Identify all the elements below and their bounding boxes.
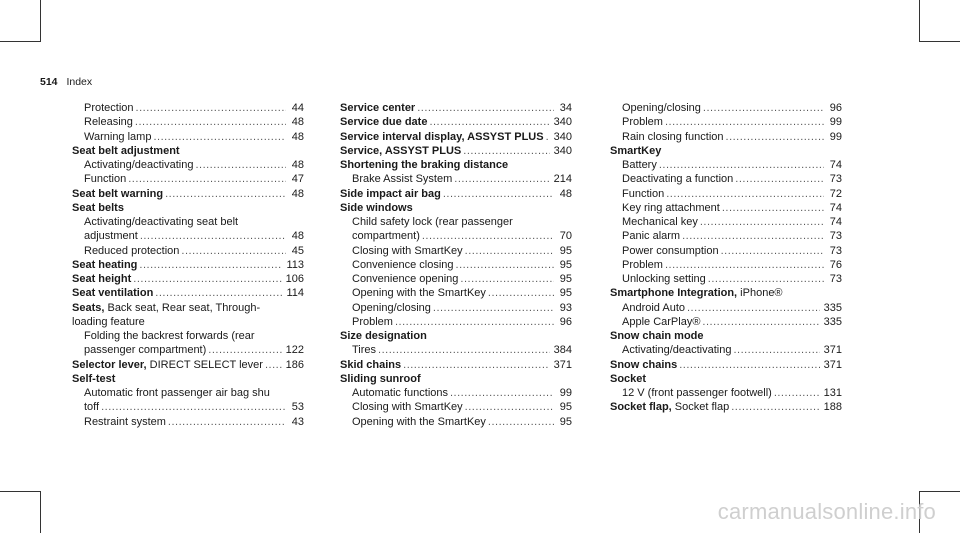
entry-label bbox=[72, 286, 153, 300]
heading-term: Side impact air bag bbox=[340, 187, 441, 200]
entry-label bbox=[610, 329, 704, 343]
page-reference: 73 bbox=[829, 273, 842, 285]
heading-term: Shortening the braking distance bbox=[340, 159, 509, 171]
page-reference: 34 bbox=[559, 102, 572, 114]
entry-label bbox=[340, 101, 415, 115]
dot-leader bbox=[465, 400, 554, 414]
index-entry-text: Activating/deactivating seat belt bbox=[84, 216, 239, 228]
index-heading bbox=[72, 358, 304, 372]
page-reference: 371 bbox=[553, 358, 572, 371]
heading-term: Snow chain mode bbox=[610, 330, 704, 342]
dot-leader bbox=[454, 172, 549, 186]
dot-leader bbox=[139, 258, 282, 272]
page-reference: 48 bbox=[559, 187, 572, 200]
index-heading bbox=[340, 201, 572, 215]
page-reference: 99 bbox=[559, 387, 572, 399]
index-heading bbox=[340, 130, 572, 144]
entry-label: Activating/deactivating bbox=[622, 344, 732, 357]
page-reference: 335 bbox=[823, 315, 842, 328]
index-entry bbox=[610, 101, 842, 115]
index-heading bbox=[72, 201, 304, 215]
entry-label: Activating/deactivating bbox=[84, 159, 194, 171]
page-reference: 214 bbox=[553, 173, 572, 186]
page-reference: 96 bbox=[829, 102, 842, 114]
entry-label: toff bbox=[84, 401, 100, 414]
entry-label: 12 V (front passenger footwell) bbox=[622, 387, 772, 399]
page-reference: 45 bbox=[291, 244, 304, 257]
dot-leader bbox=[195, 158, 286, 172]
index-heading bbox=[340, 187, 572, 201]
entry-label: Panic alarm bbox=[622, 230, 681, 243]
page-reference: 74 bbox=[829, 159, 842, 171]
page-reference: 335 bbox=[823, 301, 842, 314]
index-entry bbox=[340, 301, 572, 315]
index-entry bbox=[610, 386, 842, 400]
entry-label bbox=[340, 115, 427, 129]
dot-leader bbox=[378, 343, 550, 357]
entry-label: Problem bbox=[622, 258, 663, 271]
entry-label: Closing with SmartKey bbox=[352, 244, 463, 257]
crop-mark bbox=[920, 491, 960, 492]
index-heading bbox=[610, 144, 842, 158]
page-reference: 44 bbox=[291, 102, 304, 114]
dot-leader bbox=[136, 101, 286, 115]
page-reference: 73 bbox=[829, 244, 842, 257]
entry-label bbox=[72, 201, 124, 215]
entry-label: Reduced protection bbox=[84, 244, 180, 257]
page-reference: 340 bbox=[553, 130, 572, 143]
index-entry bbox=[610, 343, 842, 357]
dot-leader bbox=[546, 130, 550, 144]
index-entry bbox=[340, 343, 572, 357]
page-reference: 188 bbox=[823, 401, 842, 414]
page-reference: 48 bbox=[291, 130, 304, 143]
entry-label bbox=[340, 158, 508, 172]
entry-label bbox=[340, 201, 413, 215]
watermark: carmanualsonline.info bbox=[717, 499, 936, 524]
index-entry bbox=[610, 115, 842, 129]
entry-label: Key ring attachment bbox=[622, 201, 720, 214]
index-entry bbox=[340, 415, 572, 429]
page-reference: 95 bbox=[559, 244, 572, 257]
heading-term: Seat belt warning bbox=[72, 187, 164, 200]
page-number: 514 bbox=[40, 76, 58, 88]
dot-leader bbox=[700, 215, 824, 229]
heading-term: Socket bbox=[610, 372, 647, 385]
dot-leader bbox=[774, 386, 820, 400]
index-heading bbox=[72, 144, 304, 158]
index-column-1 bbox=[72, 101, 304, 429]
index-entry-text: loading feature bbox=[72, 315, 145, 328]
index-entry bbox=[340, 400, 572, 414]
entry-label: Convenience opening bbox=[352, 273, 459, 285]
page-reference: 70 bbox=[559, 230, 572, 243]
page-reference: 48 bbox=[291, 159, 304, 171]
heading-term: SmartKey bbox=[610, 144, 662, 157]
index-heading bbox=[340, 101, 572, 115]
entry-label: Function bbox=[84, 173, 127, 186]
index-entry bbox=[72, 244, 304, 258]
entry-label bbox=[72, 258, 137, 272]
index-entry bbox=[610, 158, 842, 172]
index-column-2 bbox=[340, 101, 572, 429]
entry-label bbox=[340, 329, 427, 343]
dot-leader bbox=[403, 358, 550, 372]
heading-term: Socket flap, bbox=[610, 401, 672, 414]
page-reference: 340 bbox=[553, 144, 572, 157]
dot-leader bbox=[722, 201, 824, 215]
index-heading bbox=[340, 358, 572, 372]
entry-label: Opening with the SmartKey bbox=[352, 287, 486, 300]
index-entry bbox=[340, 286, 572, 300]
entry-label: Deactivating a function bbox=[622, 173, 734, 186]
entry-label bbox=[610, 400, 729, 414]
heading-subterm: Back seat, Rear seat, Through- bbox=[104, 301, 261, 314]
dot-leader bbox=[165, 187, 286, 201]
index-heading bbox=[610, 400, 842, 414]
page-reference: 73 bbox=[829, 230, 842, 243]
index-entry-text: Automatic front passenger air bag shu bbox=[84, 387, 270, 399]
page-reference: 122 bbox=[285, 344, 304, 357]
index-entry bbox=[340, 172, 572, 186]
index-heading bbox=[340, 372, 572, 386]
entry-label: Protection bbox=[84, 102, 134, 114]
dot-leader bbox=[465, 244, 554, 258]
index-heading bbox=[610, 286, 842, 300]
index-entry bbox=[340, 272, 572, 286]
page-reference: 74 bbox=[829, 216, 842, 228]
heading-term: Service, ASSYST PLUS bbox=[340, 144, 462, 157]
index-entry-text: Folding the backrest forwards (rear bbox=[84, 330, 255, 342]
index-entry bbox=[610, 187, 842, 201]
page-reference: 131 bbox=[823, 387, 842, 399]
dot-leader bbox=[682, 229, 824, 243]
dot-leader bbox=[687, 301, 820, 315]
entry-label bbox=[610, 358, 677, 372]
page-reference: 99 bbox=[829, 116, 842, 129]
dot-leader bbox=[135, 115, 286, 129]
page-reference: 96 bbox=[559, 315, 572, 328]
dot-leader bbox=[488, 415, 554, 429]
index-entry bbox=[72, 158, 304, 172]
page-reference: 95 bbox=[559, 415, 572, 428]
page-reference: 95 bbox=[559, 401, 572, 414]
page-reference: 43 bbox=[291, 415, 304, 428]
heading-term: Sliding sunroof bbox=[340, 372, 421, 385]
index-entry bbox=[72, 415, 304, 429]
entry-label: Warning lamp bbox=[84, 130, 152, 143]
entry-label: Releasing bbox=[84, 116, 133, 129]
entry-label: Power consumption bbox=[622, 244, 719, 257]
entry-label bbox=[72, 372, 115, 386]
index-heading bbox=[340, 144, 572, 158]
entry-label: compartment) bbox=[352, 230, 420, 243]
dot-leader bbox=[181, 244, 286, 258]
dot-leader bbox=[665, 258, 824, 272]
crop-mark bbox=[40, 0, 41, 42]
crop-mark bbox=[0, 41, 40, 42]
entry-label: passenger compartment) bbox=[84, 344, 207, 357]
entry-label: Rain closing function bbox=[622, 130, 724, 143]
entry-label bbox=[72, 301, 260, 315]
index-entry bbox=[72, 343, 304, 357]
entry-label bbox=[610, 372, 646, 386]
heading-term: Side windows bbox=[340, 201, 413, 214]
index-entry bbox=[340, 386, 572, 400]
page-header bbox=[40, 76, 92, 88]
entry-label: Battery bbox=[622, 159, 657, 171]
index-heading bbox=[340, 115, 572, 129]
entry-label: Restraint system bbox=[84, 415, 166, 428]
dot-leader bbox=[659, 158, 824, 172]
entry-label bbox=[72, 187, 163, 201]
page-reference: 48 bbox=[291, 187, 304, 200]
page-reference: 48 bbox=[291, 116, 304, 129]
heading-term: Seat height bbox=[72, 273, 132, 285]
index-heading bbox=[610, 358, 842, 372]
page-reference: 74 bbox=[829, 201, 842, 214]
heading-term: Size designation bbox=[340, 330, 427, 342]
entry-label: Apple CarPlay® bbox=[622, 315, 701, 328]
heading-subterm: iPhone® bbox=[737, 287, 783, 300]
page-reference: 384 bbox=[553, 344, 572, 357]
entry-label bbox=[72, 272, 131, 286]
index-entry bbox=[72, 101, 304, 115]
dot-leader bbox=[666, 187, 824, 201]
index-heading bbox=[72, 372, 304, 386]
entry-label bbox=[610, 286, 783, 300]
dot-leader bbox=[168, 415, 286, 429]
dot-leader bbox=[422, 229, 554, 243]
dot-leader bbox=[708, 272, 824, 286]
entry-label: adjustment bbox=[84, 230, 138, 243]
index-entry bbox=[610, 130, 842, 144]
page-reference: 371 bbox=[823, 358, 842, 371]
page-reference: 340 bbox=[553, 116, 572, 129]
page-reference: 47 bbox=[291, 173, 304, 186]
dot-leader bbox=[429, 115, 549, 129]
index-heading bbox=[340, 158, 572, 172]
entry-label: Brake Assist System bbox=[352, 173, 453, 186]
index-entry bbox=[72, 130, 304, 144]
index-entry bbox=[72, 115, 304, 129]
heading-term: Service due date bbox=[340, 116, 428, 129]
heading-subterm: Socket flap bbox=[671, 401, 730, 414]
dot-leader bbox=[488, 286, 554, 300]
dot-leader bbox=[417, 101, 554, 115]
index-entry bbox=[610, 315, 842, 329]
entry-label bbox=[340, 144, 461, 158]
entry-label bbox=[72, 144, 180, 158]
dot-leader bbox=[128, 172, 286, 186]
entry-label bbox=[610, 144, 661, 158]
index-heading bbox=[72, 187, 304, 201]
entry-label bbox=[72, 358, 263, 372]
entry-label bbox=[340, 187, 441, 201]
index-heading bbox=[72, 258, 304, 272]
dot-leader bbox=[463, 144, 549, 158]
index-entry bbox=[610, 272, 842, 286]
index-entry bbox=[610, 229, 842, 243]
heading-term: Snow chains bbox=[610, 358, 678, 371]
page-reference: 93 bbox=[559, 301, 572, 314]
entry-label: Opening/closing bbox=[622, 102, 701, 114]
heading-term: Seat belt adjustment bbox=[72, 144, 180, 157]
dot-leader bbox=[208, 343, 281, 357]
heading-term: Smartphone Integration, bbox=[610, 287, 738, 300]
index-entry bbox=[72, 172, 304, 186]
page-reference: 114 bbox=[286, 287, 304, 300]
crop-mark bbox=[0, 491, 40, 492]
index-heading bbox=[72, 301, 304, 315]
dot-leader bbox=[153, 130, 286, 144]
page-reference: 95 bbox=[559, 273, 572, 285]
index-heading bbox=[340, 329, 572, 343]
entry-label bbox=[340, 130, 544, 144]
dot-leader bbox=[433, 301, 554, 315]
page-reference: 73 bbox=[829, 173, 842, 186]
index-entry bbox=[610, 201, 842, 215]
dot-leader bbox=[460, 272, 554, 286]
dot-leader bbox=[665, 115, 824, 129]
index-entry bbox=[610, 172, 842, 186]
heading-term: Selector lever, bbox=[72, 358, 147, 371]
heading-term: Seat ventilation bbox=[72, 287, 154, 300]
crop-mark bbox=[920, 41, 960, 42]
entry-label: Automatic functions bbox=[352, 387, 448, 399]
dot-leader bbox=[450, 386, 554, 400]
dot-leader bbox=[735, 172, 824, 186]
dot-leader bbox=[155, 286, 282, 300]
entry-label: Problem bbox=[622, 116, 663, 129]
page-reference: 371 bbox=[823, 344, 842, 357]
dot-leader bbox=[721, 244, 824, 258]
dot-leader bbox=[733, 343, 819, 357]
entry-label: Opening with the SmartKey bbox=[352, 415, 486, 428]
dot-leader bbox=[702, 315, 819, 329]
index-entry-text: Child safety lock (rear passenger bbox=[352, 216, 513, 228]
index-entry bbox=[610, 215, 842, 229]
heading-term: Seat belts bbox=[72, 201, 124, 214]
dot-leader bbox=[140, 229, 286, 243]
page-reference: 186 bbox=[285, 358, 304, 371]
dot-leader bbox=[101, 400, 286, 414]
entry-label: Opening/closing bbox=[352, 301, 431, 314]
index-entry bbox=[340, 315, 572, 329]
index-entry bbox=[610, 258, 842, 272]
index-heading bbox=[610, 329, 842, 343]
index-entry bbox=[610, 301, 842, 315]
heading-term: Service interval display, ASSYST PLUS bbox=[340, 130, 544, 143]
page-reference: 48 bbox=[291, 230, 304, 243]
crop-mark bbox=[40, 491, 41, 533]
entry-label: Function bbox=[622, 187, 665, 200]
heading-term: Skid chains bbox=[340, 358, 402, 371]
entry-label: Unlocking setting bbox=[622, 273, 706, 285]
dot-leader bbox=[265, 358, 282, 372]
heading-term: Seats, bbox=[72, 301, 105, 314]
crop-mark bbox=[919, 0, 920, 42]
entry-label: Closing with SmartKey bbox=[352, 401, 463, 414]
entry-label bbox=[340, 358, 401, 372]
index-entry bbox=[610, 244, 842, 258]
page-reference: 95 bbox=[559, 287, 572, 300]
index-heading bbox=[610, 372, 842, 386]
dot-leader bbox=[703, 101, 824, 115]
dot-leader bbox=[443, 187, 554, 201]
dot-leader bbox=[395, 315, 554, 329]
page-reference: 99 bbox=[829, 130, 842, 143]
page-reference: 53 bbox=[291, 401, 304, 414]
page-reference: 106 bbox=[285, 273, 304, 285]
heading-subterm: DIRECT SELECT lever bbox=[146, 358, 263, 371]
heading-term: Seat heating bbox=[72, 258, 138, 271]
page-reference: 72 bbox=[829, 187, 842, 200]
section-title: Index bbox=[66, 76, 93, 88]
index-entry bbox=[340, 229, 572, 243]
heading-term: Self-test bbox=[72, 372, 116, 385]
index-entry bbox=[72, 400, 304, 414]
dot-leader bbox=[456, 258, 554, 272]
index-entry bbox=[340, 258, 572, 272]
page-reference: 95 bbox=[559, 258, 572, 271]
page-reference: 76 bbox=[829, 258, 842, 271]
index-heading bbox=[72, 286, 304, 300]
dot-leader bbox=[679, 358, 819, 372]
entry-label bbox=[340, 372, 421, 386]
index-entry bbox=[72, 229, 304, 243]
entry-label: Mechanical key bbox=[622, 216, 698, 228]
heading-term: Service center bbox=[340, 102, 416, 114]
entry-label: Tires bbox=[352, 344, 377, 357]
entry-label: Problem bbox=[352, 315, 393, 328]
entry-label: Convenience closing bbox=[352, 258, 454, 271]
page-reference: 113 bbox=[286, 258, 304, 271]
entry-label: Android Auto bbox=[622, 301, 685, 314]
dot-leader bbox=[726, 130, 824, 144]
index-heading bbox=[72, 272, 304, 286]
dot-leader bbox=[133, 272, 281, 286]
index-column-3 bbox=[610, 101, 842, 415]
dot-leader bbox=[731, 400, 819, 414]
index-entry bbox=[340, 244, 572, 258]
